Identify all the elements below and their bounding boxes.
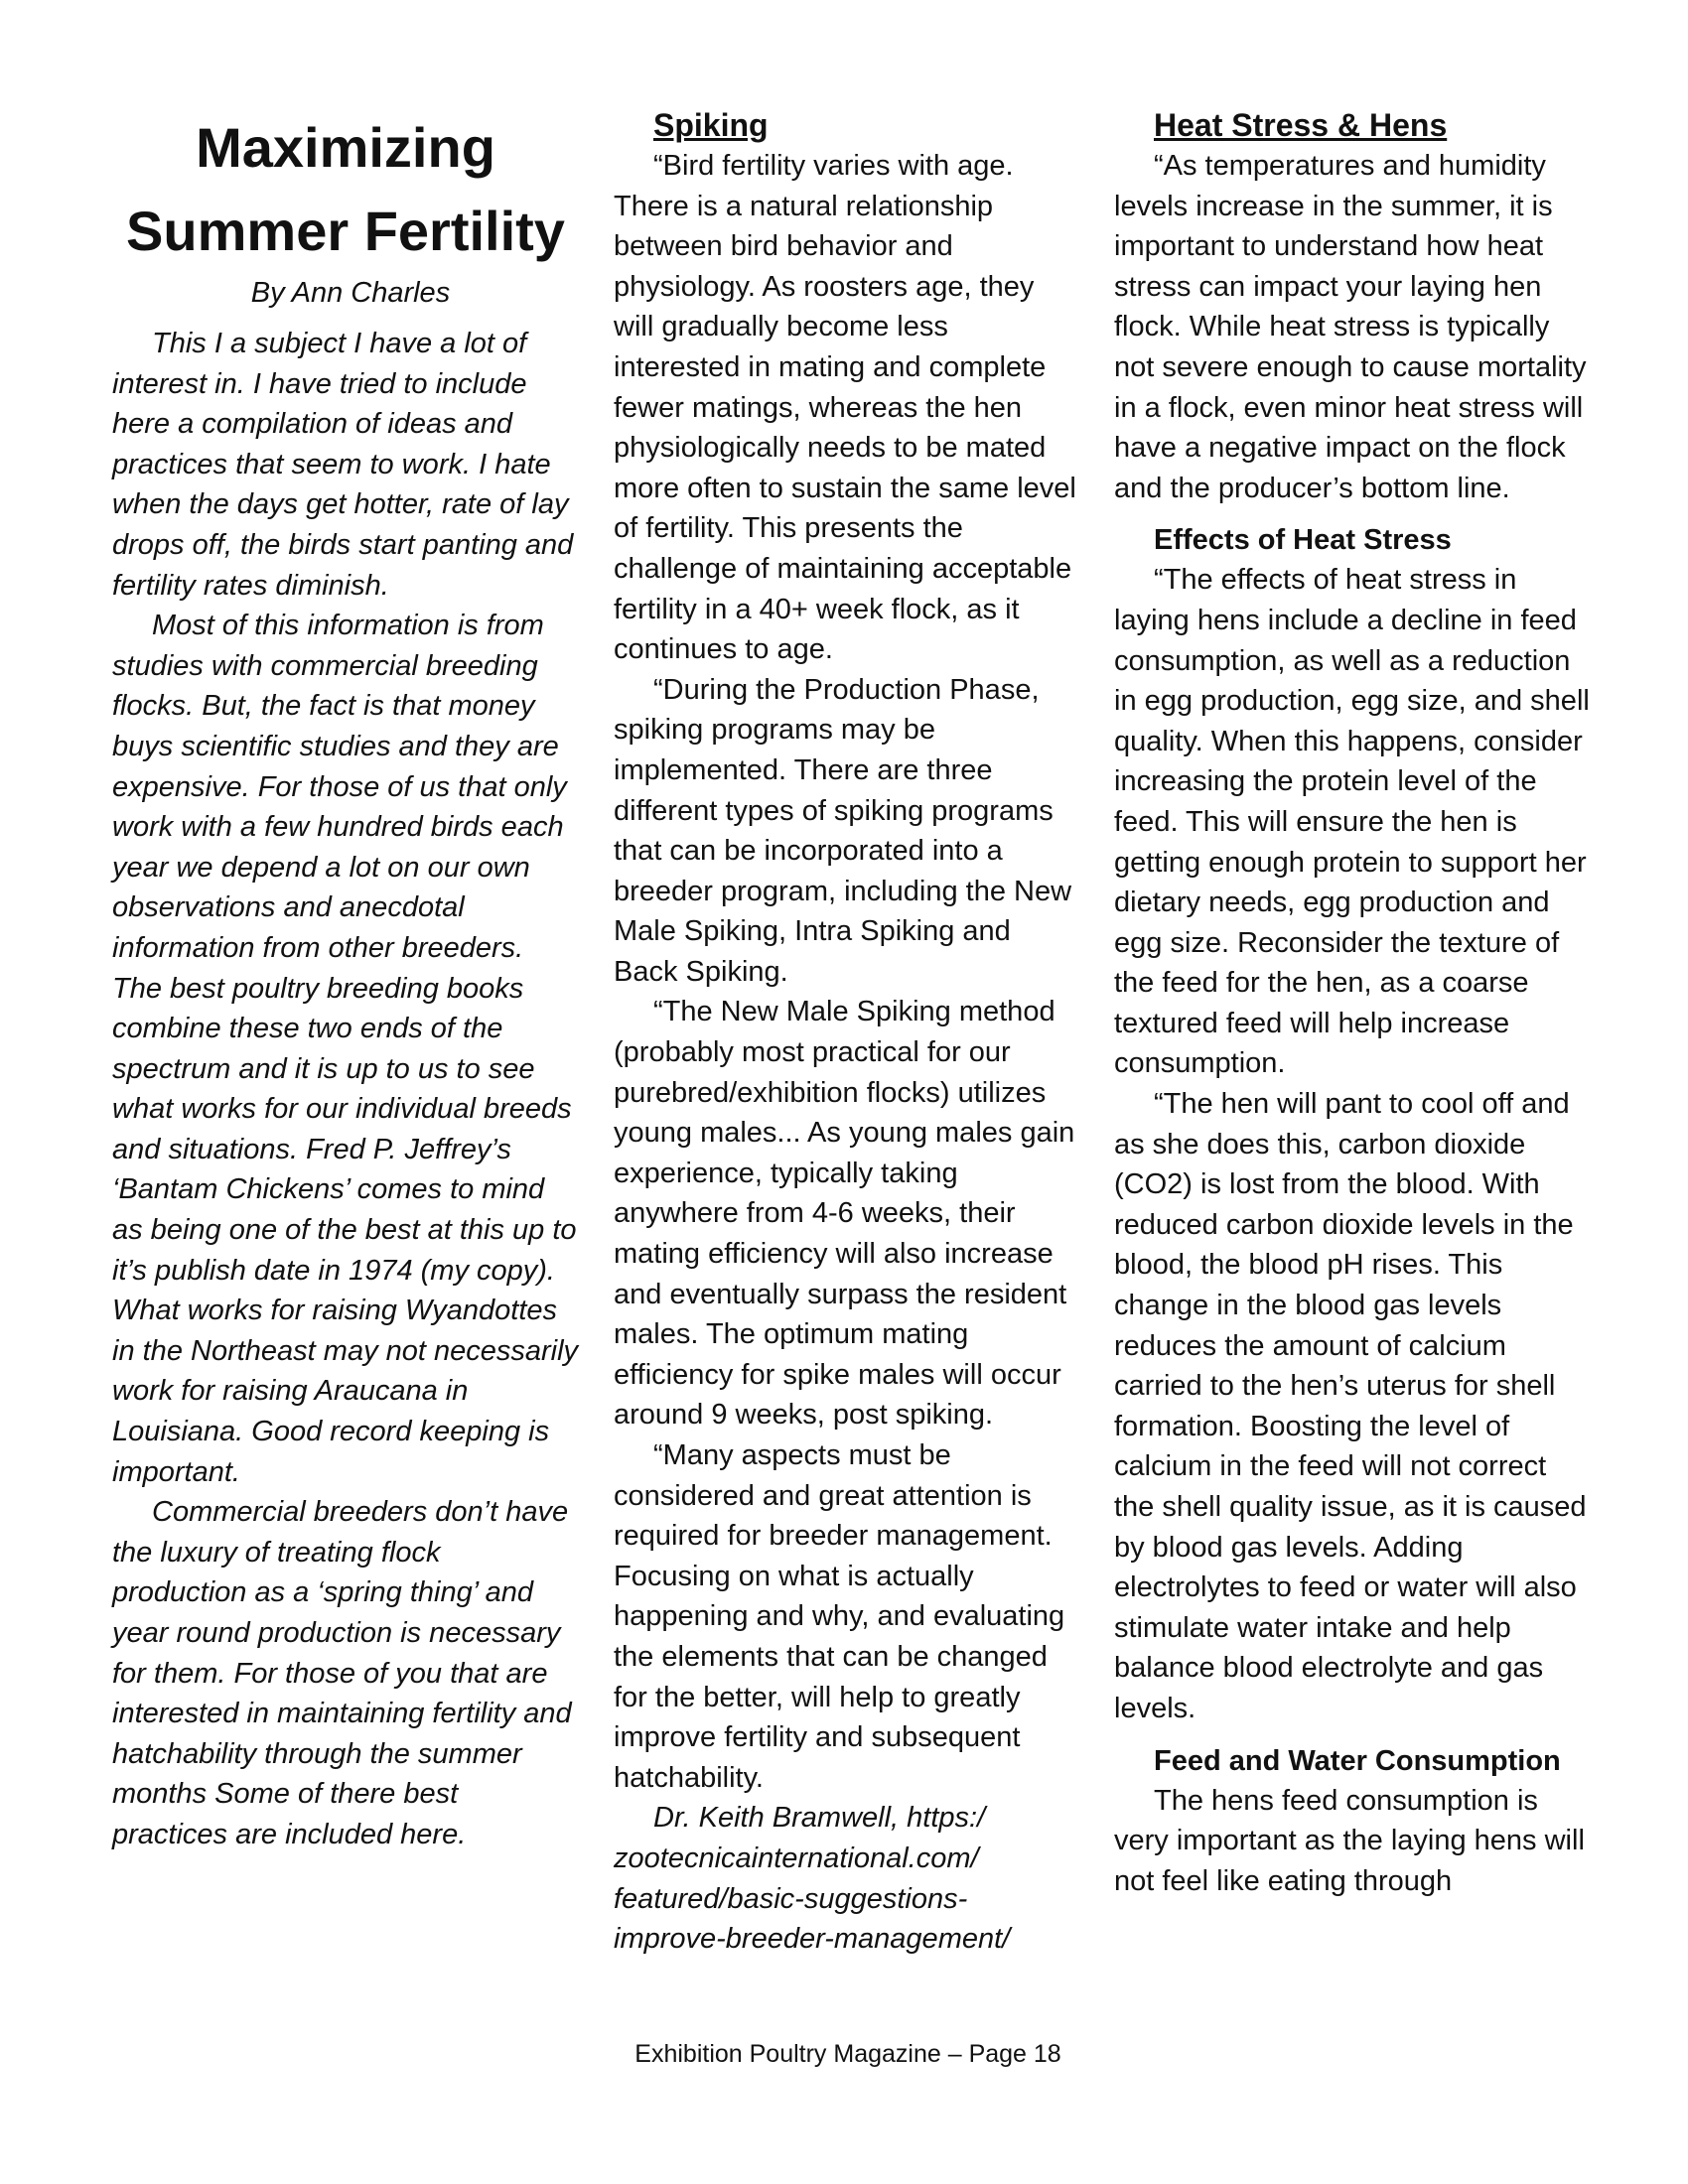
article-intro-column — [112, 104, 579, 1855]
article-title-line-2: Summer Fertility — [126, 200, 565, 262]
intro-paragraph: Commercial breeders don’t have the luxury of treating flock production as a ‘spring thing’ and year round production is necessary for them. For those of you that are interested in maintaining fertility and hatchability through the summer months Some of there best practices are included here. — [112, 1496, 572, 1850]
spiking-citation — [614, 1798, 1080, 1959]
spiking-paragraph: “Bird fertility varies with age. There is a natural relationship between bird behavior and physiology. As roosters age, they will gradually become less interested in mating and complete fewer matings, whereas the hen physiologically needs to be mated more often to sustain the same level of fertility. This presents the challenge of maintaining acceptable fertility in a 40+ week flock, as it continues to age. — [614, 150, 1076, 666]
byline: By Ann Charles — [250, 277, 451, 309]
intro-text — [112, 324, 579, 1855]
article-title — [112, 104, 579, 273]
effects-paragraph: “The effects of heat stress in laying hens include a decline in feed consumption, as well as a reduction in egg production, egg size, and shell quality. When this happens, consider increasing the protein level of the feed. This will ensure the hen is getting enough protein to support her dietary needs, egg production and egg size. Reconsider the texture of the feed for the hen, as a coarse textured feed will help increase consumption. — [1114, 564, 1590, 1080]
feed-heading: Feed and Water Consumption — [1154, 1744, 1561, 1777]
citation-url-line: improve-breeder-management/ — [614, 1923, 1011, 1956]
spiking-column — [614, 104, 1080, 1960]
citation-url-line: featured/basic-suggestions- — [614, 1882, 968, 1915]
spiking-paragraph: “Many aspects must be considered and great attention is required for breeder management. Focusing on what is actually happening and why, and evaluating the elements that can be changed for the better, will help to greatly improve fertility and subsequent hatchability. — [614, 1439, 1065, 1794]
citation-url-line: zootecnicainternational.com/ — [614, 1842, 979, 1874]
spiking-heading: Spiking — [653, 107, 769, 143]
spiking-paragraph: “The New Male Spiking method (probably most practical for our purebred/exhibition flocks) utilizes young males... As young males gain experience, typically taking anywhere from 4-6 weeks, their mating efficiency will also increase and eventually surpass the resident males. The optimum mating efficiency for spike males will occur around 9 weeks, post spiking. — [614, 996, 1075, 1432]
citation-author: Dr. Keith Bramwell, https:/ — [653, 1802, 986, 1835]
heat-stress-column — [1114, 104, 1591, 1901]
article-title-line-1: Maximizing — [196, 116, 495, 179]
spiking-paragraph: “During the Production Phase, spiking programs may be implemented. There are three different types of spiking programs that can be incorporated into a breeder program, including the New Male Spiking, Intra Spiking and Back Spiking. — [614, 673, 1072, 988]
feed-paragraph: The hens feed consumption is very important as the laying hens will not feel like eating through — [1114, 1784, 1585, 1897]
effects-heading: Effects of Heat Stress — [1154, 524, 1452, 557]
heat-stress-heading: Heat Stress & Hens — [1154, 107, 1448, 143]
effects-paragraph: “The hen will pant to cool off and as she does this, carbon dioxide (CO2) is lost from the blood. With reduced carbon dioxide levels in the blood, the blood pH rises. This change in the blood gas levels reduces the amount of calcium carried to the hen’s uterus for shell formation. Boosting the level of calcium in the feed will not correct the shell quality issue, as it is caused by blood gas levels. Adding electrolytes to feed or water will also stimulate water intake and help balance blood electrolyte and gas levels. — [1114, 1088, 1587, 1724]
intro-paragraph: Most of this information is from studies with commercial breeding flocks. But, the fact is that money buys scientific studies and they are expensive. For those of us that only work with a few hundred birds each year we depend a lot on our own observations and anecdotal information from other breeders. The best poultry breeding books combine these two ends of the spectrum and it is up to us to see what works for our individual breeds and situations. Fred P. Jeffrey’s ‘Bantam Chickens’ comes to mind as being one of the best at this up to it’s publish date in 1974 (my copy). What works for raising Wyandottes in the Northeast may not necessarily work for raising Araucana in Louisiana. Good record keeping is important. — [112, 610, 579, 1488]
page-footer: Exhibition Poultry Magazine – Page 18 — [634, 2040, 1061, 2068]
heat-stress-intro: “As temperatures and humidity levels increase in the summer, it is important to understand how heat stress can impact your laying hen flock. While heat stress is typically not severe enough to cause mortality in a flock, even minor heat stress will have a negative impact on the flock and the producer’s bottom line. — [1114, 150, 1587, 504]
intro-paragraph: This I a subject I have a lot of interest in. I have tried to include here a compilation of ideas and practices that seem to work. I hate when the days get hotter, rate of lay drops off, the birds start panting and fertility rates diminish. — [112, 328, 574, 602]
